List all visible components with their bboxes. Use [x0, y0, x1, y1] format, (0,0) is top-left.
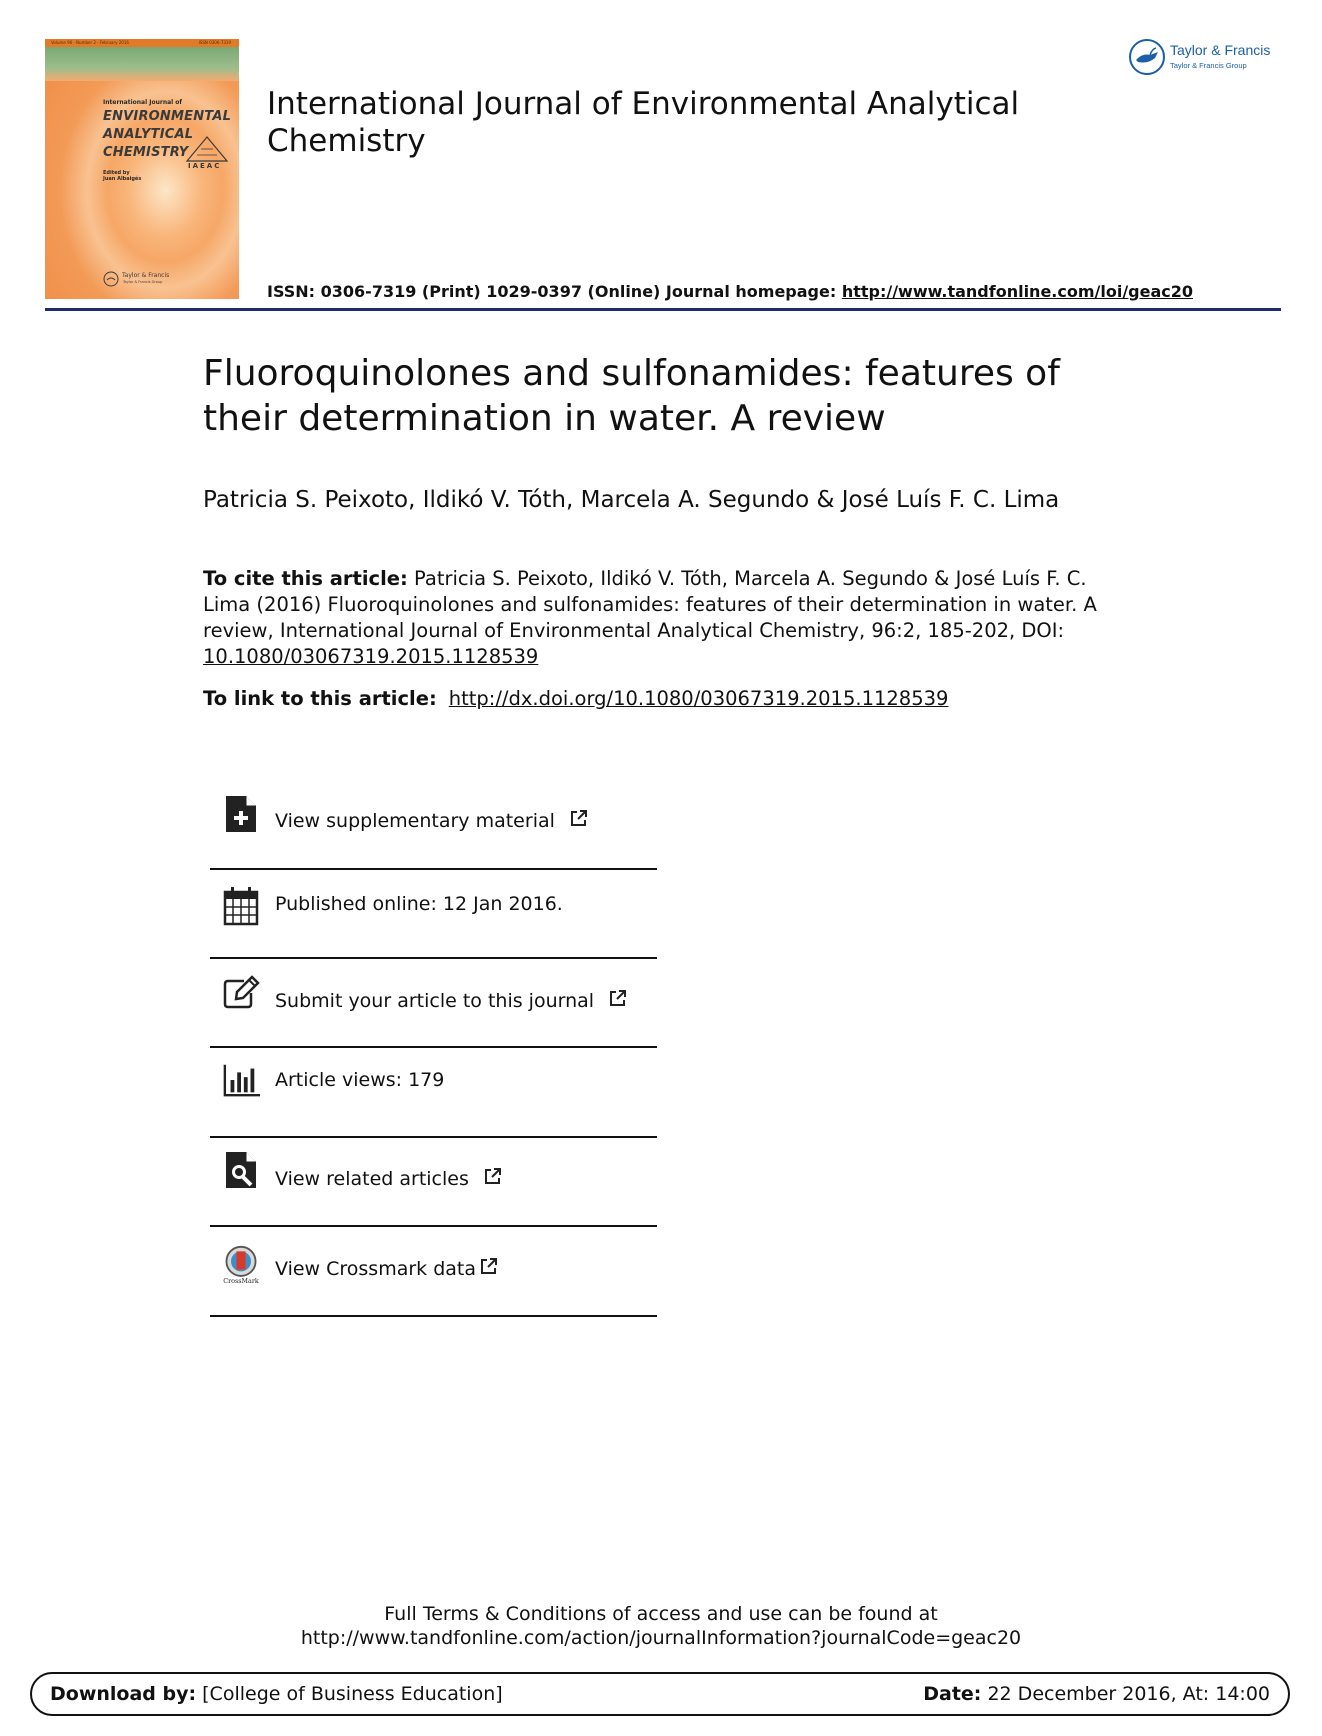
issn-line [267, 282, 1193, 301]
cover-title-line-1: ENVIRONMENTAL [103, 109, 232, 124]
publisher-logo-sub: Taylor & Francis Group [1170, 61, 1247, 70]
related-articles-label: View related articles [275, 1168, 469, 1190]
article-authors: Patricia S. Peixoto, Ildikó V. Tóth, Marcela A. Segundo & José Luís F. C. Lima [203, 487, 1060, 513]
search-document-icon [222, 1150, 260, 1190]
cover-triangle-logo-icon [185, 135, 229, 163]
supplementary-label: View supplementary material [275, 810, 555, 832]
article-link-line [203, 687, 948, 710]
cover-volume-line: Volume 96 · Number 2 · February 2016 [51, 40, 129, 45]
cover-publisher-sub: Taylor & Francis Group [123, 280, 163, 284]
journal-homepage-link[interactable]: http://www.tandfonline.com/loi/geac20 [841, 282, 1194, 301]
cite-label: To cite this article: [203, 567, 408, 590]
issn-text: ISSN: 0306-7319 (Print) 1029-0397 (Online) Journal homepage: [267, 282, 842, 301]
journal-cover-image [45, 39, 239, 299]
download-info-bar [30, 1672, 1290, 1716]
external-link-icon [483, 1166, 503, 1186]
crossmark-icon [222, 1245, 260, 1285]
cover-edited-by-label: Edited by [103, 170, 130, 176]
cover-title-line-3: CHEMISTRY [103, 145, 189, 160]
article-doi-link[interactable]: http://dx.doi.org/10.1080/03067319.2015.1128539 [448, 687, 949, 710]
crossmark-label: View Crossmark data [275, 1258, 477, 1280]
cover-editor: Juan Albaigés [103, 176, 142, 182]
item-label [275, 1166, 503, 1190]
item-submit-article[interactable] [210, 959, 657, 1047]
cover-journal-intl: International Journal of [103, 99, 183, 106]
item-view-crossmark[interactable] [210, 1227, 657, 1315]
download-date [923, 1683, 1270, 1705]
supplementary-file-icon [222, 794, 260, 834]
item-article-views [210, 1048, 657, 1136]
item-view-supplementary[interactable] [210, 784, 657, 872]
item-label [275, 1256, 499, 1280]
download-by-label: Download by: [50, 1683, 197, 1705]
cover-publisher-logo-icon [103, 271, 119, 287]
published-online-label: Published online: 12 Jan 2016. [275, 893, 563, 915]
journal-title: International Journal of Environmental Analytical Chemistry [267, 86, 1020, 159]
item-label [275, 808, 589, 832]
terms-and-conditions [0, 1602, 1322, 1650]
external-link-icon [569, 808, 589, 828]
cite-text: Patricia S. Peixoto, Ildikó V. Tóth, Marcela A. Segundo & José Luís F. C. Lima (2016) Fluoroquinolones and sulfonamides: features of their determination in water. A review, International Journal of Environmental Analytical Chemistry, 96:2, 185-202, DOI: [203, 567, 1097, 642]
download-by-value: [College of Business Education] [202, 1683, 503, 1705]
link-label: To link to this article: [203, 687, 437, 710]
edit-icon [222, 973, 260, 1013]
crossmark-caption: CrossMark [223, 1278, 259, 1285]
terms-link[interactable]: http://www.tandfonline.com/action/journalInformation?journalCode=geac20 [300, 1627, 1022, 1649]
external-link-icon [608, 988, 628, 1008]
publisher-logo[interactable] [1128, 38, 1288, 78]
item-label [275, 988, 628, 1012]
cover-issn: ISSN 0306-7319 [198, 40, 231, 45]
article-title: Fluoroquinolones and sulfonamides: features of their determination in water. A review [203, 353, 1060, 439]
external-link-icon [479, 1256, 499, 1276]
header-divider [45, 308, 1281, 311]
download-date-value: 22 December 2016, At: 14:00 [987, 1683, 1270, 1705]
publisher-logo-name: Taylor & Francis [1170, 42, 1271, 58]
article-views-label: Article views: 179 [275, 1069, 445, 1091]
calendar-icon [222, 886, 260, 926]
download-date-label: Date: [923, 1683, 982, 1705]
item-view-related[interactable] [210, 1138, 657, 1226]
item-divider [210, 1315, 657, 1317]
cite-doi-link[interactable]: 10.1080/03067319.2015.1128539 [203, 645, 539, 668]
bar-chart-icon [222, 1060, 260, 1100]
taylor-francis-lamp-icon [1128, 38, 1166, 76]
download-by [50, 1683, 503, 1705]
cover-publisher: Taylor & Francis [122, 272, 170, 279]
cover-title-line-2: ANALYTICAL [103, 127, 194, 142]
cover-society: IAEAC [188, 162, 222, 170]
citation-block [203, 566, 1103, 670]
terms-line-1: Full Terms & Conditions of access and use can be found at [384, 1603, 938, 1625]
submit-article-label: Submit your article to this journal [275, 990, 595, 1012]
cover-edited-by [103, 170, 141, 182]
item-published-online [210, 870, 657, 958]
